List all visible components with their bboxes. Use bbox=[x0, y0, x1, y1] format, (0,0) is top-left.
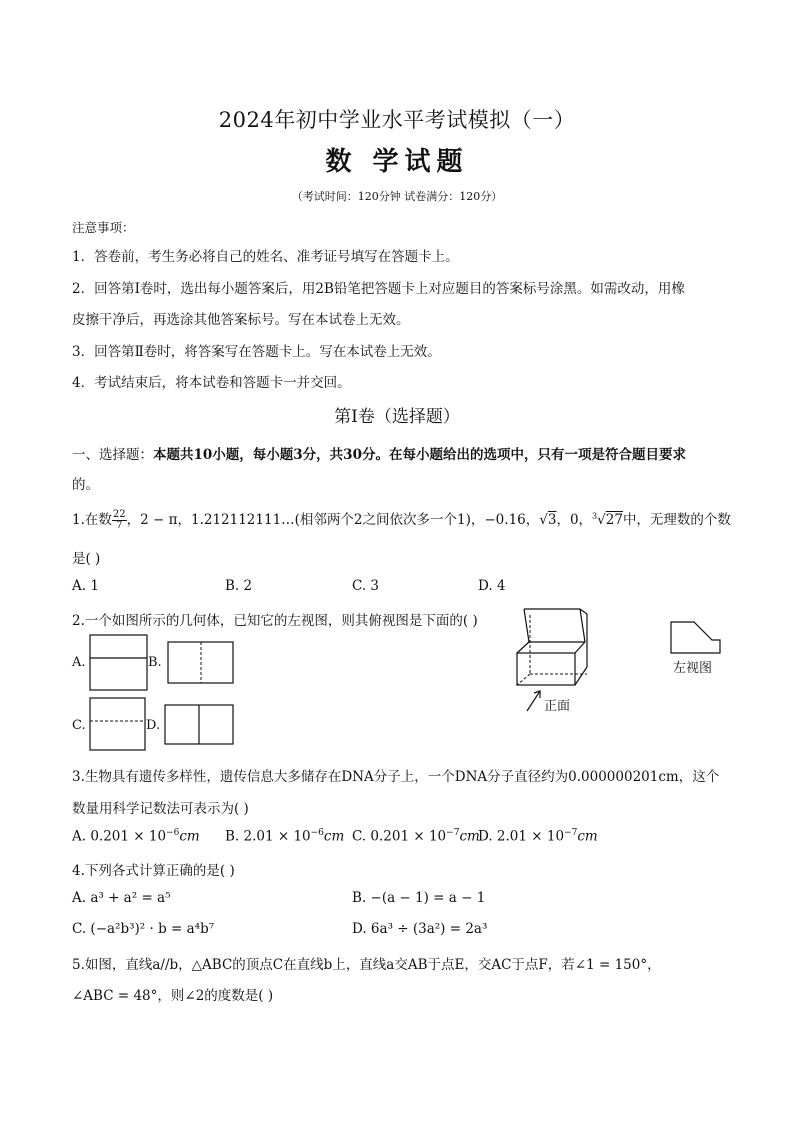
q2-option-c[interactable]: C. bbox=[72, 718, 86, 733]
notice-heading: 注意事项： bbox=[72, 220, 135, 235]
q1-option-c[interactable]: C. 3 bbox=[352, 578, 380, 594]
q1-option-d[interactable]: D. 4 bbox=[478, 578, 506, 594]
question-3-line2: 数量用科学记数法可表示为( ) bbox=[72, 801, 249, 817]
q4-option-d[interactable]: D. 6a³ ÷ (3a²) = 2a³ bbox=[352, 921, 488, 937]
question-1-line2: 是( ) bbox=[72, 551, 101, 567]
cube-root-27: $^3$√27 bbox=[592, 511, 623, 528]
q2-option-a-figure bbox=[89, 634, 149, 692]
front-label: 正面 bbox=[544, 699, 571, 714]
question-5-line2: ∠ABC = 48°，则∠2的度数是( ) bbox=[72, 988, 274, 1004]
section-intro-rest: 本题共10小题，每小题3分，共30分。在每小题给出的选项中，只有一项是符合题目要求 bbox=[153, 447, 686, 463]
q3-option-b[interactable]: B. $2.01 \times 10^{-6}cm$ bbox=[225, 828, 345, 845]
q4-option-a[interactable]: A. a³ + a² = a⁵ bbox=[72, 890, 171, 906]
q3-option-c[interactable]: C. $0.201 \times 10^{-7}cm$ bbox=[352, 828, 480, 845]
question-3-line1: 3.生物具有遗传多样性，遗传信息大多储存在DNA分子上，一个DNA分子直径约为0.000000201cm，这个 bbox=[72, 769, 720, 785]
notice-item: 4．考试结束后，将本试卷和答题卡一并交回。 bbox=[72, 375, 351, 391]
question-5-line1: 5.如图，直线a//b，△ABC的顶点C在直线b上，直线a交AB于点E，交AC于点F，若∠1 = 150°， bbox=[72, 957, 661, 973]
notice-item: 皮擦干净后，再选涂其他答案标号。写在本试卷上无效。 bbox=[72, 312, 410, 328]
exam-info: （考试时间：120分钟 试卷满分：120分） bbox=[291, 190, 503, 203]
notice-item: 3．回答第Ⅱ卷时，将答案写在答题卡上。写在本试卷上无效。 bbox=[72, 344, 441, 360]
left-view-figure bbox=[670, 620, 722, 656]
notice-item: 2．回答第Ⅰ卷时，选出每小题答案后，用2B铅笔把答题卡上对应题目的答案标号涂黑。如需改动，用橡 bbox=[72, 281, 685, 297]
q3-option-d[interactable]: D. $2.01 \times 10^{-7}cm$ bbox=[478, 828, 598, 845]
q2-option-b-figure bbox=[167, 641, 235, 685]
q4-option-b[interactable]: B. −(a − 1) = a − 1 bbox=[352, 890, 486, 906]
subject-title: 数 学试题 bbox=[325, 147, 469, 177]
question-2-stem: 2.一个如图所示的几何体，已知它的左视图，则其俯视图是下面的( ) bbox=[72, 613, 478, 629]
section-title: 第Ⅰ卷（选择题） bbox=[334, 407, 460, 427]
sqrt-3: √3 bbox=[539, 512, 557, 528]
exam-title: 2024年初中学业水平考试模拟（一） bbox=[218, 108, 576, 132]
q3-option-a[interactable]: A. $0.201 \times 10^{-6}cm$ bbox=[72, 828, 200, 845]
q2-option-b[interactable]: B. bbox=[148, 655, 162, 670]
question-1-stem: 1.在数 $\frac{22}{7}$ ，2 − π，1.212112111…(相邻两个2之间依次多一个1)，−0.16，√3，0，$^3$√27中，无理数的个数 bbox=[72, 509, 731, 531]
q4-option-c[interactable]: C. (−a²b³)² · b = a⁴b⁷ bbox=[72, 921, 215, 937]
q2-option-d[interactable]: D. bbox=[146, 718, 161, 733]
q1-option-b[interactable]: B. 2 bbox=[225, 578, 253, 594]
question-4-stem: 4.下列各式计算正确的是( ) bbox=[72, 863, 235, 879]
q1-option-a[interactable]: A. 1 bbox=[72, 578, 99, 594]
left-view-label: 左视图 bbox=[673, 661, 713, 676]
q2-option-d-figure bbox=[164, 704, 235, 746]
fraction-22-7: $\frac{22}{7}$ bbox=[112, 509, 126, 531]
section-intro-line2: 的。 bbox=[72, 477, 99, 493]
q2-option-c-figure bbox=[89, 697, 147, 752]
q2-option-a[interactable]: A. bbox=[72, 655, 86, 670]
notice-item: 1．答卷前，考生务必将自己的姓名、准考证号填写在答题卡上。 bbox=[72, 249, 459, 265]
section-intro: 一、选择题：本题共10小题，每小题3分，共30分。在每小题给出的选项中，只有一项是符合题目要求 bbox=[72, 447, 686, 463]
